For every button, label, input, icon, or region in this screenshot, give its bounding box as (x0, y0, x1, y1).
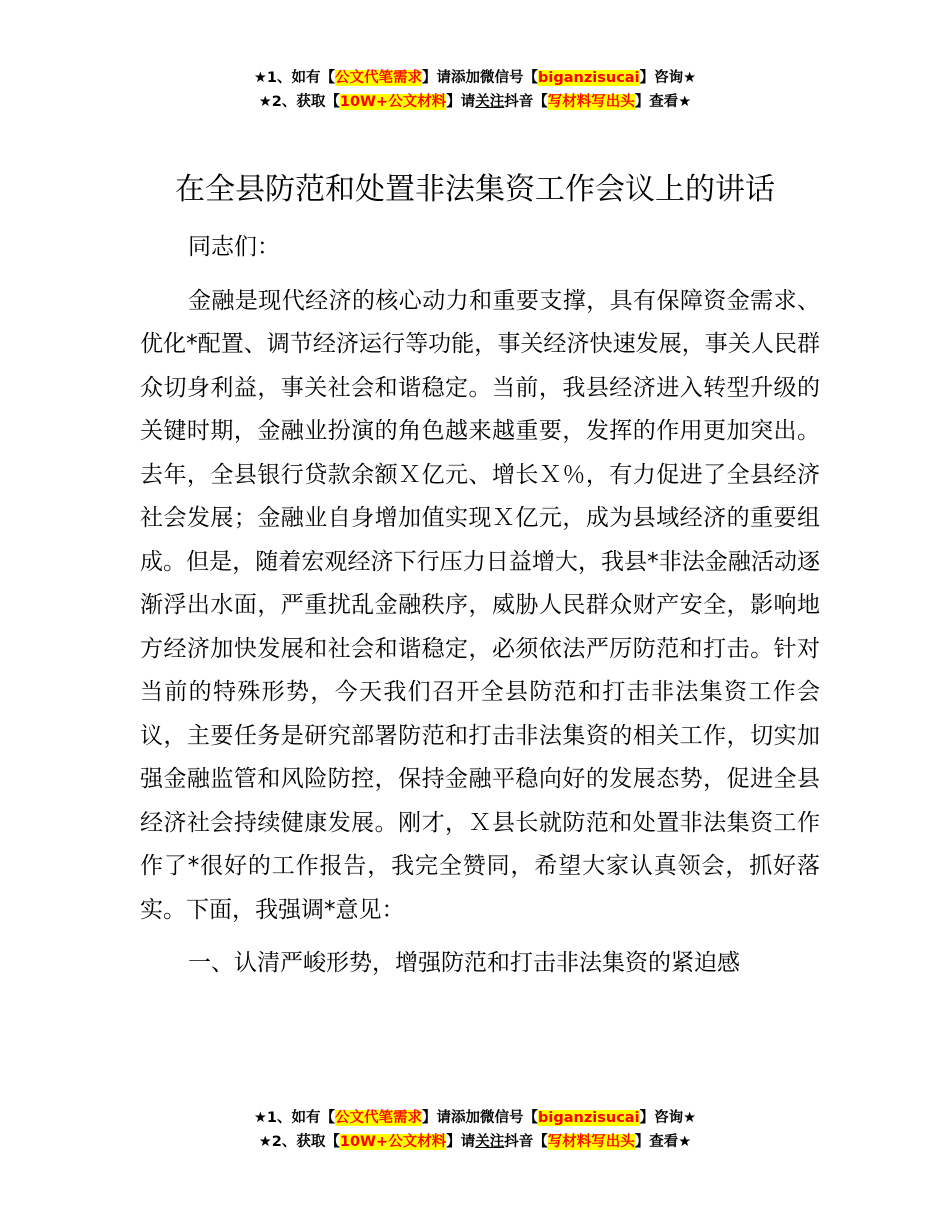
underline-follow: 关注 (475, 1134, 505, 1150)
header-banner (0, 66, 950, 114)
highlight-douyin: 写材料写出头 (547, 94, 635, 110)
salutation: 同志们： (188, 234, 280, 260)
banner-line-1: ★1、如有【公文代笔需求】请添加微信号【biganzisucai】咨询★ (253, 70, 697, 86)
highlight-materials: 10W+公文材料 (339, 94, 447, 110)
banner-line-1: ★1、如有【公文代笔需求】请添加微信号【biganzisucai】咨询★ (253, 1110, 697, 1126)
footer-banner (0, 1106, 950, 1154)
section-heading: 一、认清严峻形势，增强防范和打击非法集资的紧迫感 (188, 950, 740, 976)
highlight-materials: 10W+公文材料 (339, 1134, 447, 1150)
banner-line-2: ★2、获取【10W+公文材料】请关注抖音【写材料写出头】查看★ (258, 94, 692, 110)
document-body (140, 226, 820, 986)
banner-line-2: ★2、获取【10W+公文材料】请关注抖音【写材料写出头】查看★ (258, 1134, 692, 1150)
document-title: 在全县防范和处置非法集资工作会议上的讲话 (175, 172, 775, 207)
highlight-ghostwriting: 公文代笔需求 (335, 70, 423, 86)
highlight-douyin: 写材料写出头 (547, 1134, 635, 1150)
paragraph: 金融是现代经济的核心动力和重要支撑，具有保障资金需求、优化*配置、调节经济运行等功能，事关经济快速发展，事关人民群众切身利益，事关社会和谐稳定。当前，我县经济进入转型升级的关键时期，金融业扮演的角色越来越重要，发挥的作用更加突出。去年，全县银行贷款余额Ｘ亿元、增长Ｘ％，有力促进了全县经济社会发展；金融业自身增加值实现Ｘ亿元，成为县域经济的重要组成。但是，随着宏观经济下行压力日益增大，我县*非法金融活动逐渐浮出水面，严重扰乱金融秩序，威胁人民群众财产安全，影响地方经济加快发展和社会和谐稳定，必须依法严厉防范和打击。针对当前的特殊形势，今天我们召开全县防范和打击非法集资工作会议，主要任务是研究部署防范和打击非法集资的相关工作，切实加强金融监管和风险防控，保持金融平稳向好的发展态势，促进全县经济社会持续健康发展。刚才，Ｘ县长就防范和处置非法集资工作作了*很好的工作报告，我完全赞同，希望大家认真领会，抓好落实。下面，我强调*意见： (140, 287, 820, 923)
highlight-wechat-id: biganzisucai (538, 70, 640, 86)
underline-follow: 关注 (475, 94, 505, 110)
highlight-ghostwriting: 公文代笔需求 (335, 1110, 423, 1126)
highlight-wechat-id: biganzisucai (538, 1110, 640, 1126)
